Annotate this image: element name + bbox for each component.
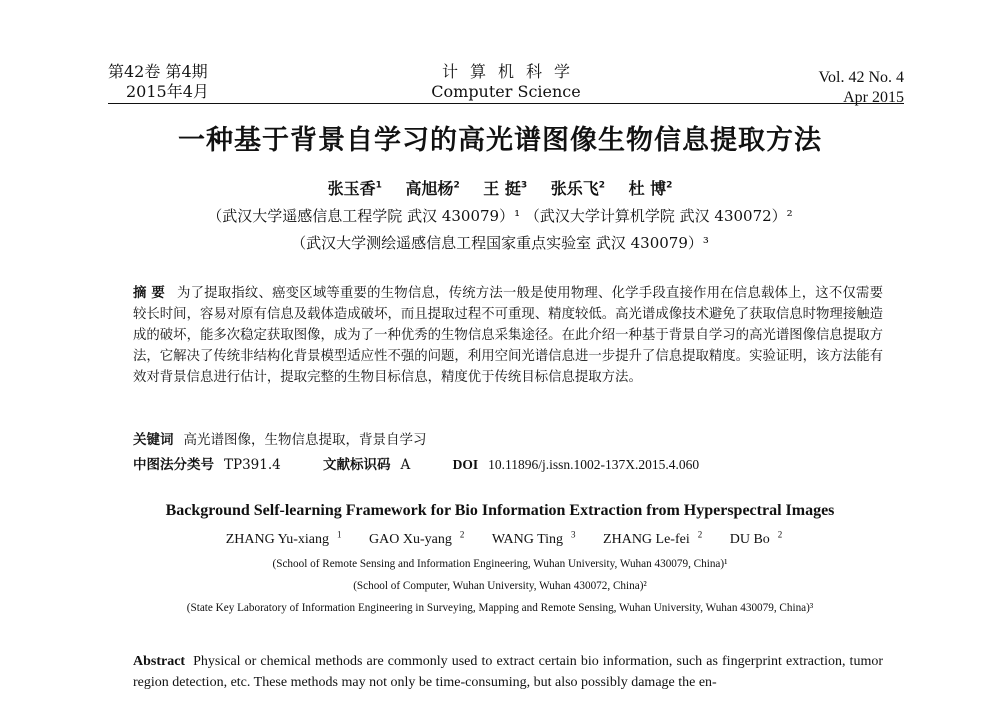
journal-name-en: Computer Science	[431, 82, 581, 101]
clc-value: TP391.4	[224, 457, 281, 473]
clc-label: 中图法分类号	[133, 457, 214, 473]
keywords-cn	[133, 428, 427, 448]
doc-code-label: 文献标识码	[323, 457, 391, 473]
abstract-cn-label: 摘 要	[133, 286, 166, 301]
doc-code-value: A	[400, 457, 411, 473]
doi-label: DOI	[452, 457, 479, 472]
author-en: ZHANG Yu-xiang $^1$	[225, 529, 342, 547]
header-rule	[108, 103, 904, 104]
classification-line	[133, 453, 699, 473]
paper-title-en: Background Self-learning Framework for Bio Information Extraction from Hyperspectral Images	[165, 502, 835, 519]
abstract-cn	[133, 283, 883, 388]
abstract-en-label: Abstract	[133, 654, 186, 669]
affiliation-cn: （武汉大学遥感信息工程学院 武汉 430079）¹ （武汉大学计算机学院 武汉 430072）²	[207, 207, 793, 225]
issue-date-en: Apr 2015	[843, 89, 904, 106]
issue-date-cn: 2015年4月	[126, 82, 209, 101]
author-en: DU Bo $^2$	[729, 529, 783, 547]
volume-issue: 第42卷 第4期	[108, 62, 208, 81]
author-en: GAO Xu-yang $^2$	[369, 529, 465, 547]
affiliation-en: (School of Computer, Wuhan University, Wuhan 430072, China)²	[353, 580, 647, 592]
author: 杜 博$^2$	[628, 179, 673, 198]
author: 高旭杨$^2$	[405, 179, 460, 198]
author: 张玉香$^1$	[327, 179, 382, 198]
abstract-en	[133, 651, 883, 693]
author: 张乐飞$^2$	[550, 179, 605, 198]
author-list-en	[0, 529, 1000, 548]
journal-volume-en	[819, 68, 905, 108]
affiliation-cn: （武汉大学测绘遥感信息工程国家重点实验室 武汉 430079）³	[291, 234, 709, 252]
doi-value: 10.11896/j.issn.1002-137X.2015.4.060	[488, 457, 700, 472]
author-en: WANG Ting $^3$	[491, 529, 576, 547]
abstract-cn-text: 为了提取指纹、癌变区域等重要的生物信息，传统方法一般是使用物理、化学手段直接作用在信息载体上，这不仅需要较长时间，容易对原有信息及载体造成破坏，而且提取过程不可重现、精度较低。高光谱成像技术避免了获取信息时物理接触造成的破坏，能多次稳定获取图像，成为了一种优秀的生物信息采集途径。在此介绍一种基于背景自学习的高光谱图像信息提取方法，它解决了传统非结构化背景模型适应性不强的问题，利用空间光谱信息进一步提升了信息提取精度。实验证明，该方法能有效对背景信息进行估计，提取完整的生物目标信息，精度优于传统目标信息提取方法。	[133, 286, 883, 385]
paper-title-cn: 一种基于背景自学习的高光谱图像生物信息提取方法	[178, 125, 822, 156]
abstract-en-text: Physical or chemical methods are commonly used to extract certain bio information, such as fingerprint extraction, tumor region detection, etc. These methods may not only be time-consuming, but also possibly damage the en-	[133, 654, 883, 690]
author-en: ZHANG Le-fei $^2$	[603, 529, 703, 547]
journal-name-cn: 计算机科学	[441, 62, 582, 81]
author: 王 挺$^3$	[483, 179, 528, 198]
author-list-cn	[0, 176, 1000, 199]
volume-en: Vol. 42 No. 4	[818, 69, 904, 86]
affiliation-en: (State Key Laboratory of Information Engineering in Surveying, Mapping and Remote Sensing, Wuhan University, Wuhan 430079, China)³	[186, 602, 814, 614]
running-header	[108, 62, 904, 104]
keywords-text: 高光谱图像，生物信息提取，背景自学习	[183, 432, 427, 448]
keywords-label: 关键词	[133, 432, 174, 448]
journal-name	[108, 62, 904, 102]
affiliation-en: (School of Remote Sensing and Information Engineering, Wuhan University, Wuhan 430079, China)¹	[272, 558, 728, 570]
